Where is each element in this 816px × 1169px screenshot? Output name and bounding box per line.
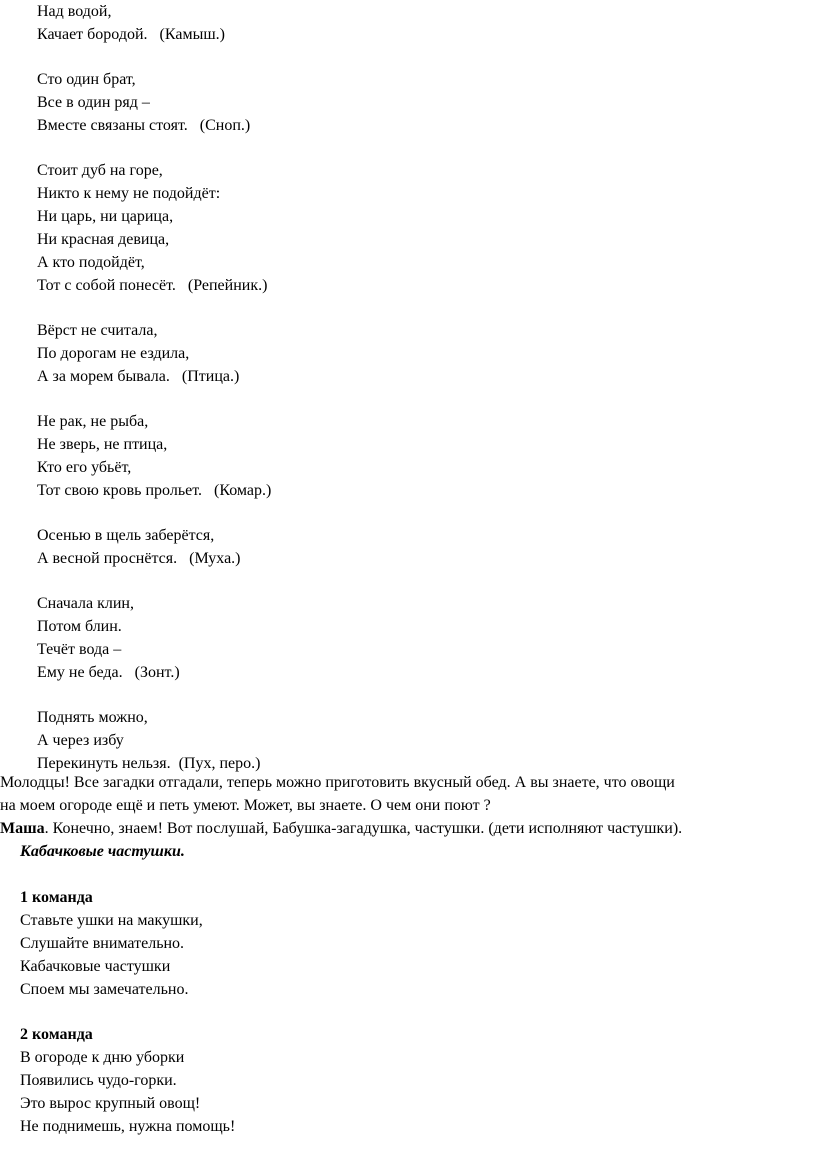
- riddle-line: Никто к нему не подойдёт:: [37, 185, 221, 202]
- team-heading: 2 команда: [20, 1026, 93, 1043]
- riddle-line: Над водой,: [37, 3, 112, 20]
- ditty-line: Не поднимешь, нужна помощь!: [20, 1118, 236, 1135]
- riddle-line: Все в один ряд –: [37, 94, 150, 111]
- riddle-line: Качает бородой. (Камыш.): [37, 26, 225, 43]
- riddle-stanza: [37, 159, 797, 297]
- riddle-line: А кто подойдёт,: [37, 254, 145, 271]
- ditty-line: Кабачковые частушки: [20, 958, 171, 975]
- riddle-line: По дорогам не ездила,: [37, 345, 190, 362]
- riddle-stanza: [37, 524, 797, 570]
- riddle-stanza: [37, 0, 797, 46]
- riddle-line: Не рак, не рыба,: [37, 413, 149, 430]
- riddle-line: Перекинуть нельзя. (Пух, перо.): [37, 755, 261, 772]
- riddle-line: Ни царь, ни царица,: [37, 208, 174, 225]
- riddle-line: А за морем бывала. (Птица.): [37, 368, 240, 385]
- riddle-line: Ему не беда. (Зонт.): [37, 664, 180, 681]
- riddle-line: А весной проснётся. (Муха.): [37, 550, 241, 567]
- riddle-line: Осенью в щель заберётся,: [37, 527, 215, 544]
- riddle-line: Тот с собой понесёт. (Репейник.): [37, 277, 268, 294]
- riddle-line: А через избу: [37, 732, 124, 749]
- riddle-line: Течёт вода –: [37, 641, 122, 658]
- ditty-line: Появились чудо-горки.: [20, 1072, 177, 1089]
- prose-line: Молодцы! Все загадки отгадали, теперь можно приготовить вкусный обед. А вы знаете, что овощи: [0, 774, 675, 791]
- riddle-line: Тот свою кровь прольет. (Комар.): [37, 482, 272, 499]
- riddle-stanza: [37, 410, 797, 502]
- ditty-line: Слушайте внимательно.: [20, 935, 185, 952]
- riddle-stanza: [37, 319, 797, 388]
- ditty-line: Это вырос крупный овощ!: [20, 1095, 201, 1112]
- riddle-line: Потом блин.: [37, 618, 122, 635]
- prose-section: [0, 771, 816, 863]
- ditty-line: В огороде к дню уборки: [20, 1049, 185, 1066]
- prose-line: [0, 817, 816, 840]
- prose-line: на моем огороде ещё и петь умеют. Может, вы знаете. О чем они поют ?: [0, 797, 491, 814]
- riddle-line: Сто один брат,: [37, 71, 136, 88]
- riddle-line: Кто его убьёт,: [37, 459, 132, 476]
- ditty-line: Ставьте ушки на макушки,: [20, 912, 203, 929]
- riddle-line: Поднять можно,: [37, 709, 148, 726]
- riddle-line: Сначала клин,: [37, 595, 134, 612]
- riddle-line: Вёрст не считала,: [37, 322, 158, 339]
- ditty-line: Споем мы замечательно.: [20, 981, 189, 998]
- speaker-name: Маша: [0, 820, 45, 837]
- ditty-stanza: [20, 1023, 720, 1138]
- section-title: Кабачковые частушки.: [20, 843, 185, 860]
- riddle-line: Стоит дуб на горе,: [37, 162, 163, 179]
- riddle-line: Вместе связаны стоят. (Сноп.): [37, 117, 251, 134]
- riddle-stanza: [37, 68, 797, 137]
- riddle-line: Ни красная девица,: [37, 231, 170, 248]
- riddles-section: [37, 0, 797, 797]
- riddle-stanza: [37, 592, 797, 684]
- ditties-section: [20, 886, 720, 1160]
- riddle-stanza: [37, 706, 797, 775]
- riddle-line: Не зверь, не птица,: [37, 436, 168, 453]
- ditty-stanza: [20, 886, 720, 1001]
- team-heading: 1 команда: [20, 889, 93, 906]
- speaker-text: . Конечно, знаем! Вот послушай, Бабушка-загадушка, частушки. (дети исполняют частушки).: [44, 820, 683, 837]
